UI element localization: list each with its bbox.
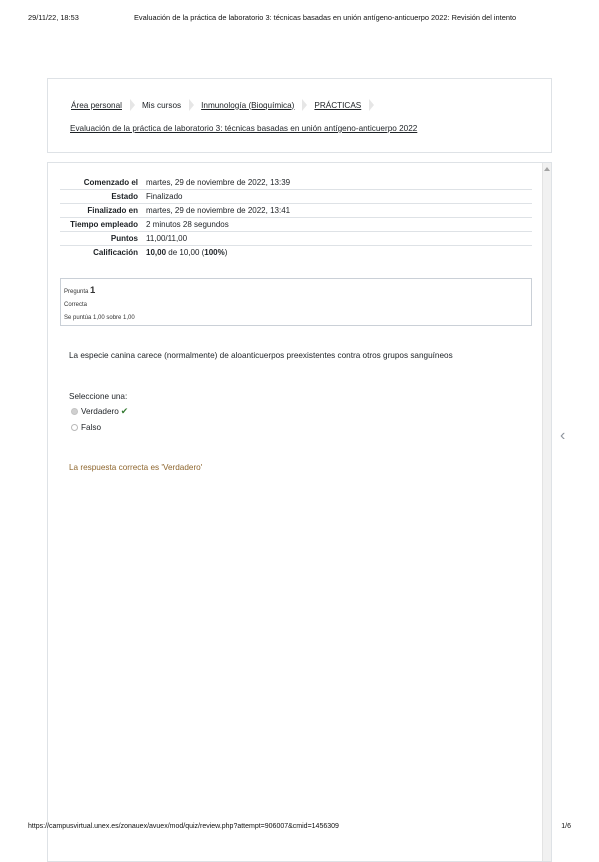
question-number — [64, 284, 528, 299]
summary-label: Finalizado en — [60, 204, 144, 218]
summary-value: 2 minutos 28 segundos — [144, 218, 532, 232]
question-number-value: 1 — [90, 285, 96, 296]
summary-label: Estado — [60, 190, 144, 204]
breadcrumb-item-mis-cursos[interactable]: Mis cursos — [141, 100, 182, 110]
summary-row-grade — [60, 246, 532, 260]
summary-value: martes, 29 de noviembre de 2022, 13:41 — [144, 204, 532, 218]
print-page-number: 1/6 — [561, 823, 571, 830]
summary-value: Finalizado — [144, 190, 532, 204]
question-marks: Se puntúa 1,00 sobre 1,00 — [64, 315, 135, 321]
grade-percent: 100% — [204, 248, 225, 257]
attempt-summary-table — [60, 176, 532, 259]
question-prefix: Pregunta — [64, 289, 89, 295]
print-page-title: Evaluación de la práctica de laboratorio 3: técnicas basadas en unión antígeno-anticuerpo 2022: Revisión del intento — [134, 13, 517, 22]
print-url: https://campusvirtual.unex.es/zonauex/avuex/mod/quiz/review.php?attempt=906007&cmid=1456309 — [28, 823, 339, 830]
summary-label: Puntos — [60, 232, 144, 246]
grade-close: ) — [224, 248, 228, 257]
print-datetime: 29/11/22, 18:53 — [28, 13, 79, 22]
summary-value: martes, 29 de noviembre de 2022, 13:39 — [146, 178, 291, 187]
summary-label: Tiempo empleado — [60, 218, 144, 232]
summary-row-marks — [60, 232, 532, 246]
summary-row-state — [60, 190, 532, 204]
scroll-up-icon[interactable] — [544, 167, 550, 171]
grade-score: 10,00 — [146, 248, 167, 257]
breadcrumb-separator-icon — [189, 99, 194, 111]
summary-row-time-taken — [60, 218, 532, 232]
print-footer — [28, 823, 571, 835]
answer-option-falso[interactable] — [71, 423, 101, 432]
radio-button[interactable] — [71, 424, 78, 431]
breadcrumb — [71, 99, 381, 111]
breadcrumb-separator-icon — [130, 99, 135, 111]
summary-label: Calificación — [60, 246, 144, 260]
quiz-link[interactable]: Evaluación de la práctica de laboratorio 3: técnicas basadas en unión antígeno-anticuerpo 2022 — [70, 124, 418, 133]
correct-answer-feedback: La respuesta correcta es 'Verdadero' — [69, 463, 203, 472]
answer-option-verdadero[interactable] — [71, 406, 128, 417]
summary-grade-value — [144, 246, 532, 260]
summary-row-started — [60, 176, 532, 190]
summary-value: 11,00/11,00 — [144, 232, 532, 246]
print-header — [28, 13, 571, 25]
breadcrumb-separator-icon — [302, 99, 307, 111]
chevron-left-icon[interactable]: ‹ — [560, 427, 566, 444]
radio-button-checked[interactable] — [71, 408, 78, 415]
breadcrumb-item-area-personal[interactable]: Área personal — [71, 100, 122, 110]
attempt-review-card — [47, 162, 552, 862]
breadcrumb-separator-icon — [369, 99, 374, 111]
answer-option-label: Falso — [81, 423, 102, 432]
navigation-card — [47, 78, 552, 153]
answer-prompt: Seleccione una: — [69, 392, 128, 401]
scrollbar[interactable] — [542, 163, 551, 861]
breadcrumb-item-practicas[interactable]: PRÁCTICAS — [314, 100, 362, 110]
check-icon: ✔ — [120, 406, 129, 416]
question-state: Correcta — [64, 302, 88, 308]
question-text: La especie canina carece (normalmente) de aloanticuerpos preexistentes contra otros grupos sanguíneos — [69, 351, 453, 360]
summary-row-completed — [60, 204, 532, 218]
question-info-box — [60, 278, 532, 326]
summary-label: Comenzado el — [83, 178, 138, 187]
grade-out-of: de 10,00 ( — [166, 248, 205, 257]
breadcrumb-item-course[interactable]: Inmunología (Bioquímica) — [201, 100, 295, 110]
answer-option-label: Verdadero — [81, 407, 119, 416]
